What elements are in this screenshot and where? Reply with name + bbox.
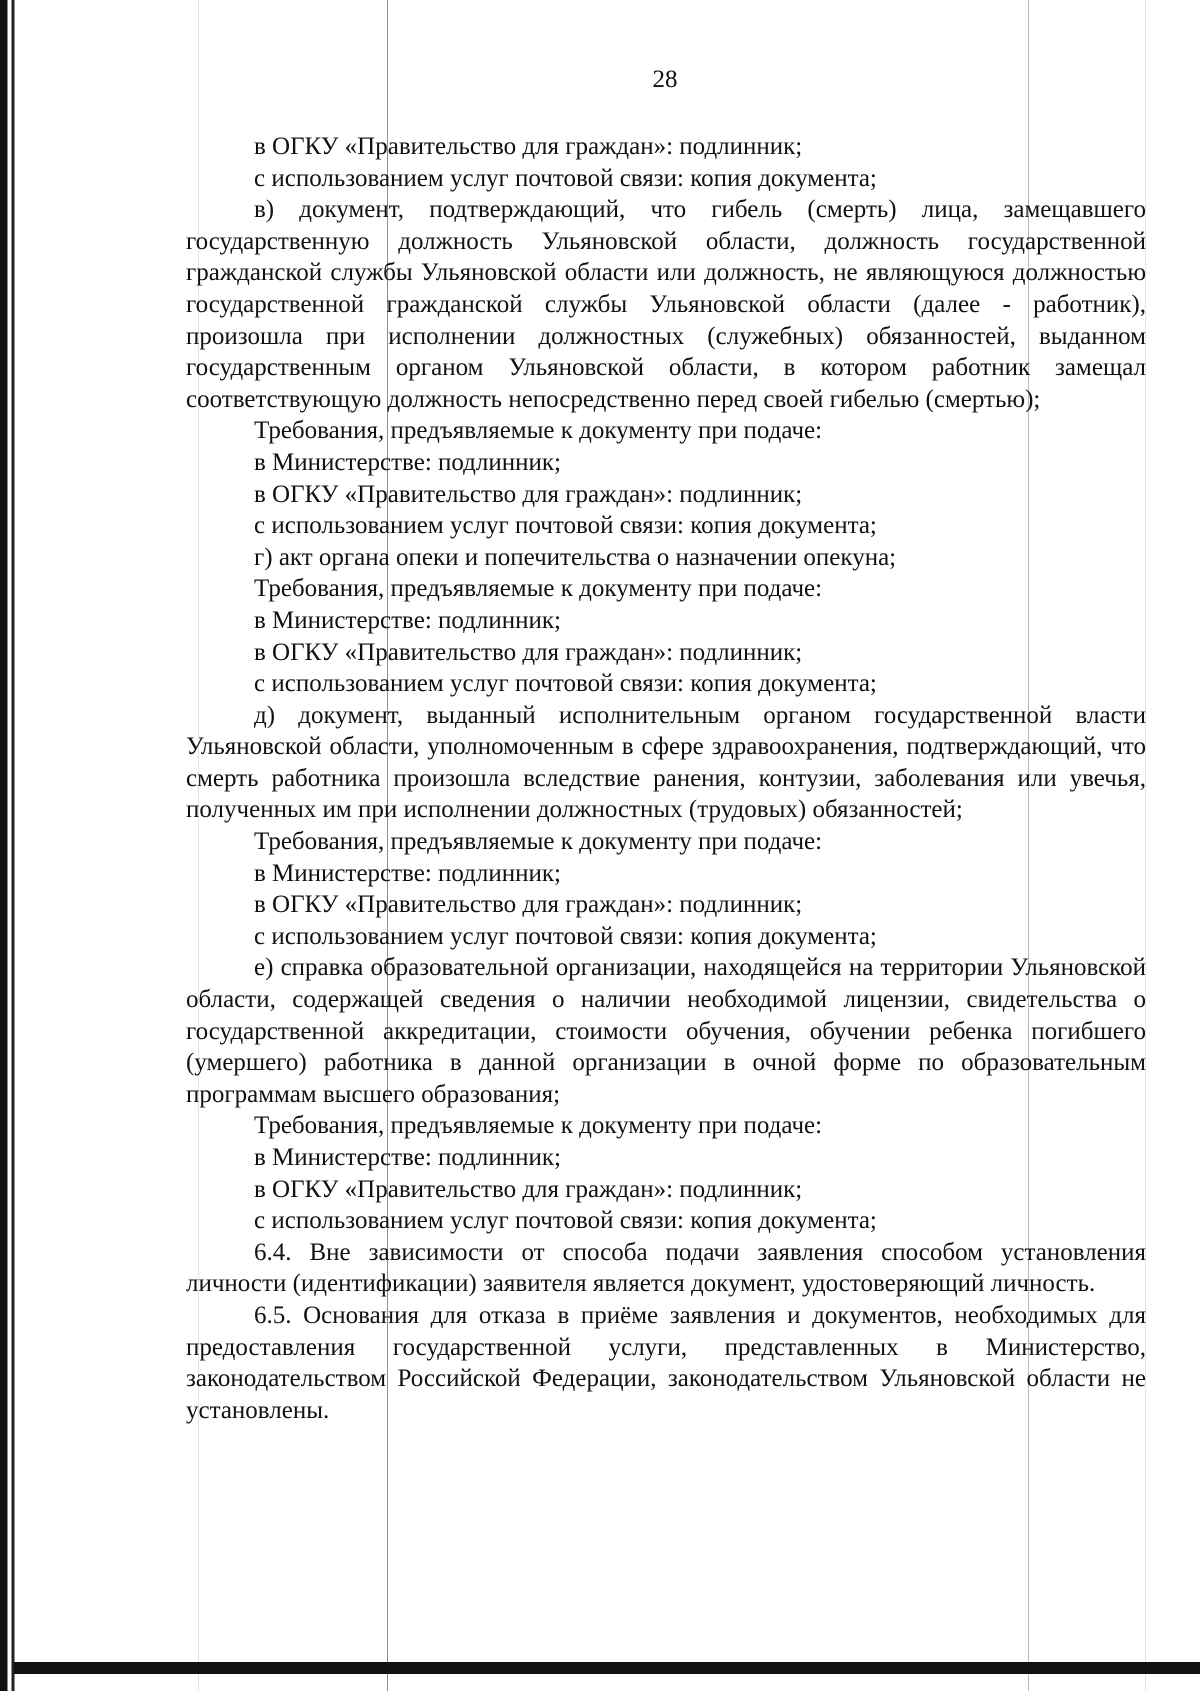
paragraph: с использованием услуг почтовой связи: копия документа; xyxy=(254,922,877,950)
paragraph: е) справка образовательной организации, находящейся на территории Ульяновской области, содержащей сведения о наличии необходимой лицензии, свидетельства о государственной аккредитации, стоимости обучения, обучении ребенка погибшего (умершего) работника в данной организации в очной форме по образовательным программам высшего образования; xyxy=(186,954,1146,1108)
scan-bottom-edge xyxy=(14,1662,1200,1674)
paragraph: Требования, предъявляемые к документу при подаче: xyxy=(254,417,823,445)
paragraph: в Министерстве: подлинник; xyxy=(254,606,561,634)
paragraph: в ОГКУ «Правительство для граждан»: подлинник; xyxy=(254,638,803,666)
paragraph: с использованием услуг почтовой связи: копия документа; xyxy=(254,1207,877,1235)
paragraph: Требования, предъявляемые к документу при подаче: xyxy=(254,1112,823,1140)
paragraph: с использованием услуг почтовой связи: копия документа; xyxy=(254,164,877,192)
scan-left-edge xyxy=(0,0,18,1691)
page-number: 28 xyxy=(652,66,678,93)
paragraph: с использованием услуг почтовой связи: копия документа; xyxy=(254,512,877,540)
paragraph: в) документ, подтверждающий, что гибель (смерть) лица, замещавшего государственную должность Ульяновской области, должность государственной гражданской службы Ульяновской области или должность, не являющуюся должностью государственной гражданской службы Ульяновской области (далее - работник), произошла при исполнении должностных (служебных) обязанностей, выданном государственным органом Ульяновской области, в котором работник замещал соответствующую должность непосредственно перед своей гибелью (смертью); xyxy=(186,196,1146,413)
paragraph: 6.4. Вне зависимости от способа подачи заявления способом установления личности (идентификации) заявителя является документ, удостоверяющий личность. xyxy=(186,1238,1146,1298)
paragraph: Требования, предъявляемые к документу при подаче: xyxy=(254,828,823,856)
paragraph: в ОГКУ «Правительство для граждан»: подлинник; xyxy=(254,480,803,508)
paragraph: в ОГКУ «Правительство для граждан»: подлинник; xyxy=(254,891,803,919)
paragraph: в Министерстве: подлинник; xyxy=(254,448,561,476)
paragraph: в ОГКУ «Правительство для граждан»: подлинник; xyxy=(254,1175,803,1203)
paragraph: с использованием услуг почтовой связи: копия документа; xyxy=(254,670,877,698)
paragraph: в Министерстве: подлинник; xyxy=(254,1144,561,1171)
document-body xyxy=(186,131,1146,1426)
paragraph: в ОГКУ «Правительство для граждан»: подлинник; xyxy=(254,133,803,160)
paragraph: г) акт органа опеки и попечительства о назначении опекуна; xyxy=(254,543,897,571)
paragraph: в Министерстве: подлинник; xyxy=(254,859,561,887)
paragraph: 6.5. Основания для отказа в приёме заявления и документов, необходимых для предоставления государственной услуги, представленных в Министерство, законодательством Российской Федерации, законодательством Ульяновской области не установлены. xyxy=(186,1301,1146,1424)
paragraph: Требования, предъявляемые к документу при подаче: xyxy=(254,575,823,603)
paragraph: д) документ, выданный исполнительным органом государственной власти Ульяновской области, уполномоченным в сфере здравоохранения, подтверждающий, что смерть работника произошла вследствие ранения, контузии, заболевания или увечья, полученных им при исполнении должностных (трудовых) обязанностей; xyxy=(186,701,1146,824)
